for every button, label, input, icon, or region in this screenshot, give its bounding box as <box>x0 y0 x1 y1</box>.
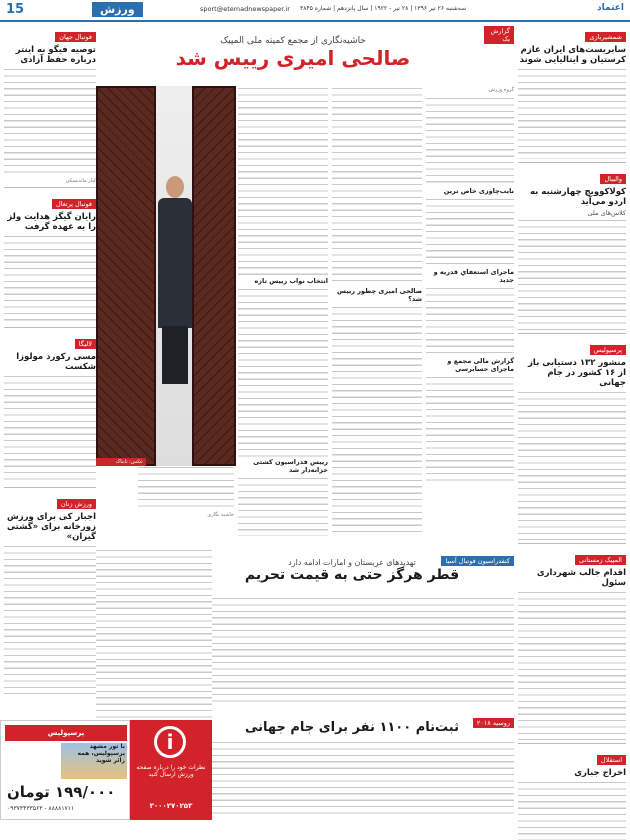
wc-headline-block <box>212 720 492 735</box>
tag-esteghlal: استقلال <box>597 755 626 765</box>
wc-headline: ثبت‌نام ۱۱۰۰ نفر برای جام جهانی <box>245 720 459 735</box>
ad-price: ۱۹۹/۰۰۰ تومان <box>7 783 116 801</box>
lead-headline-block <box>96 36 490 70</box>
info-icon: i <box>154 726 186 758</box>
article-body-fencing <box>518 67 626 159</box>
tag-laliga: لالیگا <box>75 339 96 349</box>
lead-photo <box>96 86 236 466</box>
article-body-volleyball <box>518 218 626 330</box>
tag-women-sport: ورزش زنان <box>57 499 96 509</box>
ad-feedback-phone[interactable]: ۳۰۰۰۲۷۰۲۵۳ <box>149 802 193 810</box>
ad-brand: پرسپولیس <box>5 725 127 741</box>
photo-subject <box>158 176 192 386</box>
lead-subhead-3: گزارش مالی مجمع و ماجرای حسابرسی <box>447 357 514 373</box>
lead-signature: حاشیه نگاری <box>207 512 234 518</box>
article-body-seoul <box>518 590 626 740</box>
lead-byline: گروه ورزش <box>488 87 514 93</box>
signature-figo: کنار ماندبسکی <box>65 178 96 184</box>
lead-subhead-5: انتخاب نواب رییس تازه <box>254 277 328 285</box>
tag-winter-olympics: المپیک زمستانی <box>575 555 626 565</box>
section-title: ورزش <box>92 2 143 17</box>
lead-tag-area <box>484 24 514 43</box>
ad-tour-panel[interactable] <box>0 720 130 820</box>
afc-headline-block <box>212 558 492 584</box>
left-column <box>4 24 96 714</box>
section-email[interactable]: sport@etemadnewspaper.ir <box>200 5 290 13</box>
tag-world-football: فوتبال جهان <box>55 32 96 42</box>
advertisement[interactable] <box>0 720 212 820</box>
photo-caption: عکس: تابناک <box>96 458 146 466</box>
tag-russia-2018: روسیه ۲۰۱۸ <box>473 718 514 728</box>
headline-esteghlal: اخراج جباری <box>574 768 626 778</box>
tag-persepolis: پرسپولیس <box>590 345 626 355</box>
article-body-esteghlal <box>518 780 626 840</box>
lead-subhead-2: ماجرای استعفایِ قدریه و جدید <box>433 268 514 284</box>
headline-zurkhaneh: اجبار کی برای ورزش زورخانه برای «گشتی گیران» <box>7 512 96 542</box>
article-body-persepolis <box>518 390 626 540</box>
page-number: 15 <box>6 2 25 17</box>
lead-column-3 <box>238 86 328 544</box>
lead-column-1 <box>426 86 514 544</box>
afc-body <box>212 596 514 706</box>
lead-column-2 <box>332 86 422 544</box>
ad-text: با تور مشهد پرسپولیس، همه زائر شوید <box>77 743 125 764</box>
tag-volleyball: والیبال <box>600 174 626 184</box>
door-right <box>192 86 236 466</box>
afc-headline: قطر هرگز حتی به قیمت تحریم <box>244 567 460 583</box>
ad-feedback-panel[interactable] <box>130 720 212 820</box>
lead-headline: صالحی امیری رییس شد <box>175 46 411 70</box>
headline-giggs: رایان گیگز هدایت ولز را به عهده گرفت <box>7 212 96 232</box>
headline-volleyball: کولاکوویچ چهارشنبه به اردو می‌آید <box>529 187 626 207</box>
tag-fencing: شمشیربازی <box>585 32 626 42</box>
tag-report: گزارش یک <box>484 26 514 44</box>
headline-messi: مسی رکورد مولوزا شکست <box>16 352 96 372</box>
right-column <box>518 24 626 814</box>
newspaper-logo: اعتماد <box>597 3 624 13</box>
page-header <box>0 0 630 22</box>
ad-phone[interactable]: ۰۹۳۷۳۴۳۳۵۶۳ - ۸۸۸۸۱۷۱۱ <box>7 805 75 812</box>
left-lower-body <box>96 548 212 718</box>
ad-feedback-text: نظرات خود را درباره صفحه ورزش ارسال کنید <box>136 764 206 778</box>
date-line: سه‌شنبه ۲۶ تیر ۱۳۹۶ | ۲۸ تیر - ۱۹۲۲ | سال پانزدهم | شماره ۳۸۴۵ <box>300 5 467 12</box>
lead-subhead-4: صالحی امیری چطور رییس شد؟ <box>337 287 422 303</box>
door-left <box>96 86 156 466</box>
afc-kicker: تهدیدهای عربستان و امارات ادامه دارد <box>288 558 416 567</box>
headline-seoul: اقدام جالب شهرداری سئول <box>536 568 626 588</box>
lead-kicker: حاشیه‌نگاری از مجمع کمیته ملی المپیک <box>220 36 366 46</box>
headline-fencing: سابریست‌های ایران عازم کرستیان و ایتالیایی شوند <box>519 45 626 65</box>
kicker-volleyball: کلاس‌های ملی <box>587 209 626 217</box>
wc-body <box>212 740 514 816</box>
headline-figo: توصیه فیگو به اینتر درباره حفظ آزادی <box>15 45 96 65</box>
tag-portugal-football: فوتبال پرتغال <box>52 199 96 209</box>
tag-afc: کنفدراسیون فوتبال آسیا <box>441 556 514 566</box>
headline-persepolis: منشور ۱۳۲ دستیابی باز از ۱۶ کشور در جام جهانی <box>528 358 626 388</box>
lead-subhead-7: رییس فدراسیون کشتی خزانه‌دار شد <box>253 458 328 474</box>
lead-subhead-1: نایب‌چاوزی خاص ترین <box>443 187 514 195</box>
